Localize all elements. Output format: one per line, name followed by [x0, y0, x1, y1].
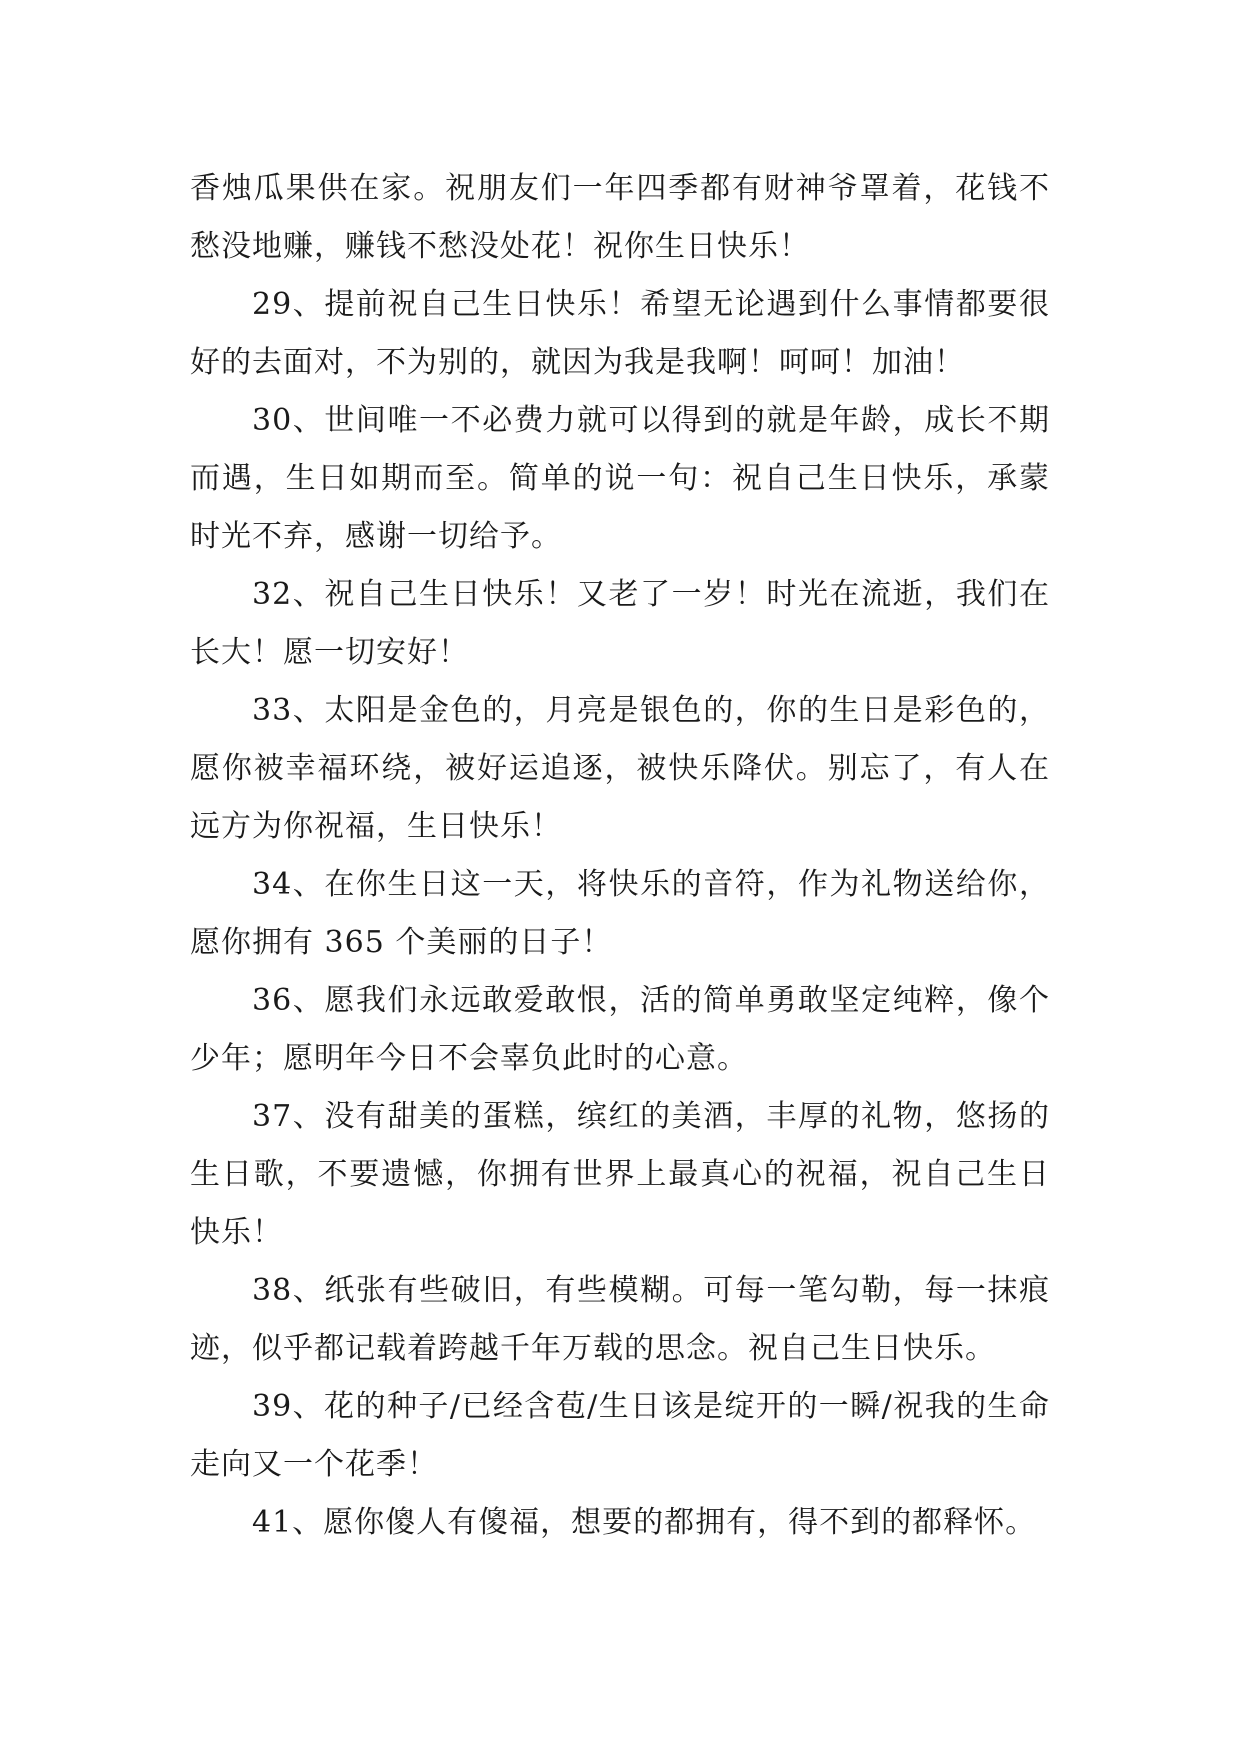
paragraph-37: 37、没有甜美的蛋糕，缤红的美酒，丰厚的礼物，悠扬的生日歌，不要遗憾，你拥有世界上最真心的祝福，祝自己生日快乐！ — [190, 1099, 1050, 1250]
paragraph-33: 33、太阳是金色的，月亮是银色的，你的生日是彩色的，愿你被幸福环绕，被好运追逐，被快乐降伏。别忘了，有人在远方为你祝福，生日快乐！ — [190, 693, 1050, 844]
paragraph-39: 39、花的种子/已经含苞/生日该是绽开的一瞬/祝我的生命走向又一个花季！ — [190, 1389, 1050, 1482]
paragraph-continuation: 香烛瓜果供在家。祝朋友们一年四季都有财神爷罩着，花钱不愁没地赚，赚钱不愁没处花！祝你生日快乐！ — [190, 171, 1050, 264]
paragraph-29: 29、提前祝自己生日快乐！希望无论遇到什么事情都要很好的去面对，不为别的，就因为我是我啊！呵呵！加油！ — [190, 287, 1050, 380]
paragraph-34: 34、在你生日这一天，将快乐的音符，作为礼物送给你，愿你拥有 365 个美丽的日子！ — [190, 867, 1050, 960]
paragraph-30: 30、世间唯一不必费力就可以得到的就是年龄，成长不期而遇，生日如期而至。简单的说一句：祝自己生日快乐，承蒙时光不弃，感谢一切给予。 — [190, 403, 1050, 554]
paragraph-32: 32、祝自己生日快乐！又老了一岁！时光在流逝，我们在长大！愿一切安好！ — [190, 577, 1050, 670]
paragraph-38: 38、纸张有些破旧，有些模糊。可每一笔勾勒，每一抹痕迹，似乎都记载着跨越千年万载的思念。祝自己生日快乐。 — [190, 1273, 1050, 1366]
paragraph-36: 36、愿我们永远敢爱敢恨，活的简单勇敢坚定纯粹，像个少年；愿明年今日不会辜负此时的心意。 — [190, 983, 1050, 1076]
paragraph-41: 41、愿你傻人有傻福，想要的都拥有，得不到的都释怀。 — [252, 1505, 1037, 1540]
document-body — [190, 160, 1050, 1552]
